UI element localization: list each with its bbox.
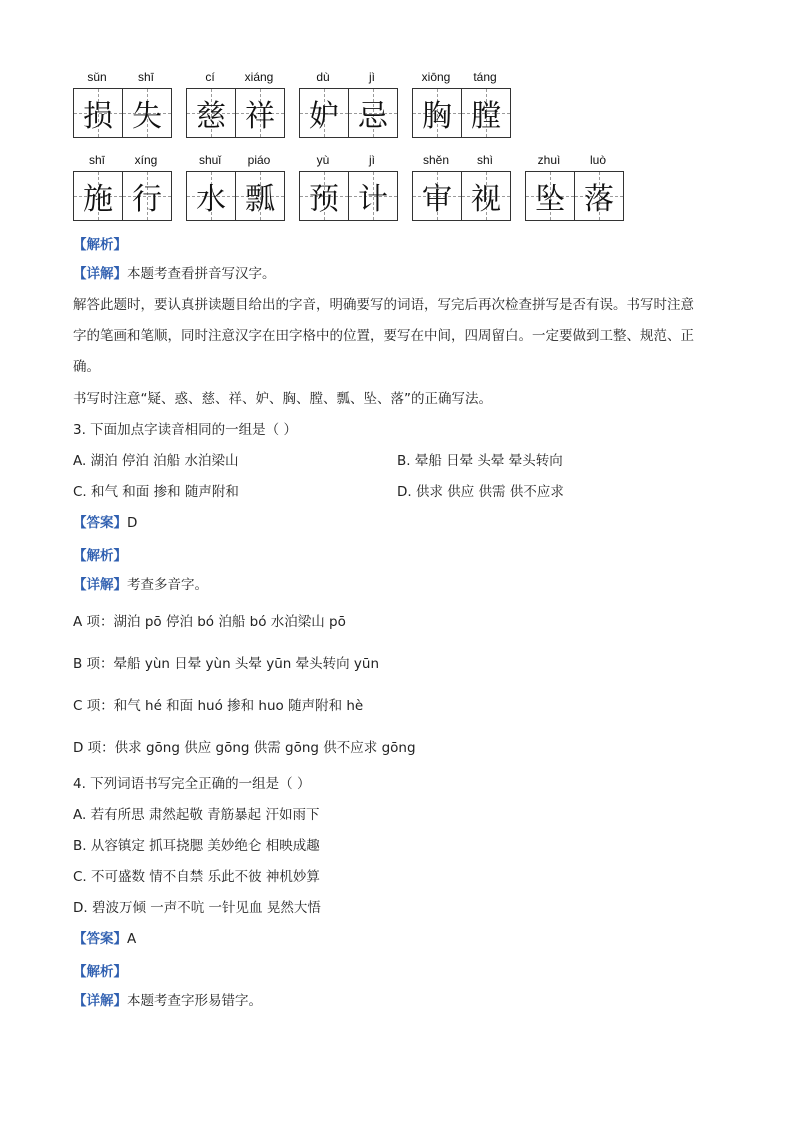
tian-cell xyxy=(187,89,235,137)
q3-stem: 3. 下面加点字读音相同的一组是（ ） xyxy=(73,422,297,438)
answer-value: A xyxy=(127,931,137,947)
tian-cell xyxy=(461,172,510,220)
answer-value: D xyxy=(127,515,138,531)
tian-cell xyxy=(526,172,574,220)
detail-text: 考查多音字。 xyxy=(127,577,208,593)
detail-tag: 【详解】 xyxy=(73,577,127,593)
q3-answer xyxy=(73,513,137,533)
tian-cell xyxy=(235,172,284,220)
hanzi: 膛 xyxy=(471,99,501,134)
q3-option-a: A. 湖泊 停泊 泊船 水泊梁山 xyxy=(73,453,239,469)
q3-analysis-label xyxy=(73,544,127,564)
answer-tag: 【答案】 xyxy=(73,515,127,531)
q2-para2: 书写时注意“疑、惑、慈、祥、妒、胸、膛、瓢、坠、落”的正确写法。 xyxy=(73,391,492,407)
detail-tag: 【详解】 xyxy=(73,266,127,282)
word-box xyxy=(73,70,172,138)
pinyin: shī xyxy=(137,70,154,84)
word-box xyxy=(525,153,624,221)
tian-cell xyxy=(122,89,171,137)
detail-tag: 【详解】 xyxy=(73,993,127,1009)
q2-para1-line1: 解答此题时，要认真拼读题目给出的字音，明确要写的词语，写完后再次检查拼写是否有误。书写时注意 xyxy=(73,297,694,313)
answer-tag: 【答案】 xyxy=(73,931,127,947)
tian-cell xyxy=(300,89,348,137)
pinyin: xiáng xyxy=(244,70,274,84)
analysis-label xyxy=(73,233,127,253)
hanzi: 坠 xyxy=(535,182,565,217)
q3-explain-c: C 项：和气 hé 和面 huó 掺和 huo 随声附和 hè xyxy=(73,698,364,714)
q2-para1-line3: 确。 xyxy=(73,359,100,375)
tian-cell xyxy=(74,172,122,220)
tian-cell xyxy=(74,89,122,137)
q3-detail xyxy=(73,575,208,595)
q4-option-c: C. 不可盛数 情不自禁 乐此不彼 神机妙算 xyxy=(73,869,320,885)
word-box xyxy=(299,153,398,221)
q4-analysis-label xyxy=(73,960,127,980)
pinyin: shěn xyxy=(422,153,450,167)
tian-cell xyxy=(122,172,171,220)
pinyin: piáo xyxy=(247,153,271,167)
hanzi: 视 xyxy=(471,182,501,217)
tian-cell xyxy=(348,172,397,220)
pinyin: jì xyxy=(369,70,375,84)
tian-cell xyxy=(461,89,510,137)
q2-detail xyxy=(73,264,276,284)
hanzi: 行 xyxy=(132,182,162,217)
analysis-tag: 【解析】 xyxy=(73,548,127,564)
hanzi: 胸 xyxy=(422,99,452,134)
hanzi: 计 xyxy=(358,182,388,217)
word-box xyxy=(186,153,285,221)
pinyin: cí xyxy=(205,70,215,84)
hanzi: 祥 xyxy=(245,99,275,134)
pinyin: luò xyxy=(589,153,606,167)
hanzi: 施 xyxy=(83,182,113,217)
word-box xyxy=(186,70,285,138)
hanzi: 预 xyxy=(309,182,339,217)
hanzi: 损 xyxy=(83,99,113,134)
pinyin: shī xyxy=(88,153,105,167)
q2-para1-line2: 字的笔画和笔顺，同时注意汉字在田字格中的位置，要写在中间，四周留白。一定要做到工整、规范、正 xyxy=(73,328,694,344)
word-box xyxy=(73,153,172,221)
pinyin: zhuì xyxy=(537,153,561,167)
hanzi: 慈 xyxy=(196,99,226,134)
tian-cell xyxy=(300,172,348,220)
q3-option-b: B. 晕船 日晕 头晕 晕头转向 xyxy=(397,453,563,469)
hanzi: 瓢 xyxy=(245,182,275,217)
q3-option-d: D. 供求 供应 供需 供不应求 xyxy=(397,484,564,500)
analysis-tag: 【解析】 xyxy=(73,964,127,980)
hanzi: 妒 xyxy=(309,99,339,134)
q4-option-a: A. 若有所思 肃然起敬 青筋暴起 汗如雨下 xyxy=(73,807,320,823)
detail-text: 本题考查看拼音写汉字。 xyxy=(127,266,276,282)
pinyin: shì xyxy=(476,153,493,167)
hanzi: 失 xyxy=(132,99,162,134)
analysis-tag: 【解析】 xyxy=(73,237,127,253)
tian-cell xyxy=(348,89,397,137)
pinyin: dù xyxy=(316,70,330,84)
hanzi: 忌 xyxy=(358,99,388,134)
q4-answer xyxy=(73,929,136,949)
pinyin: xíng xyxy=(134,153,158,167)
pinyin: táng xyxy=(473,70,497,84)
hanzi: 落 xyxy=(584,182,614,217)
pinyin: shuǐ xyxy=(198,153,221,167)
pinyin: xiōng xyxy=(421,70,451,84)
q3-option-c: C. 和气 和面 掺和 随声附和 xyxy=(73,484,239,500)
tian-cell xyxy=(235,89,284,137)
tian-cell xyxy=(413,172,461,220)
q4-option-b: B. 从容镇定 抓耳挠腮 美妙绝仑 相映成趣 xyxy=(73,838,320,854)
pinyin: yù xyxy=(316,153,330,167)
q3-explain-b: B 项：晕船 yùn 日晕 yùn 头晕 yūn 晕头转向 yūn xyxy=(73,656,379,672)
word-box xyxy=(299,70,398,138)
pinyin: jì xyxy=(369,153,375,167)
word-box xyxy=(412,153,511,221)
tian-cell xyxy=(187,172,235,220)
q3-explain-a: A 项：湖泊 pō 停泊 bó 泊船 bó 水泊梁山 pō xyxy=(73,614,346,630)
q4-detail xyxy=(73,991,262,1011)
tian-cell xyxy=(413,89,461,137)
word-box xyxy=(412,70,511,138)
tian-cell xyxy=(574,172,623,220)
q3-explain-d: D 项：供求 gōng 供应 gōng 供需 gōng 供不应求 gōng xyxy=(73,740,416,756)
hanzi: 水 xyxy=(196,182,226,217)
hanzi: 审 xyxy=(422,182,452,217)
pinyin: sǔn xyxy=(87,70,107,84)
q4-stem: 4. 下列词语书写完全正确的一组是（ ） xyxy=(73,776,311,792)
q4-option-d: D. 碧波万倾 一声不吭 一针见血 晃然大悟 xyxy=(73,900,321,916)
detail-text: 本题考查字形易错字。 xyxy=(127,993,262,1009)
